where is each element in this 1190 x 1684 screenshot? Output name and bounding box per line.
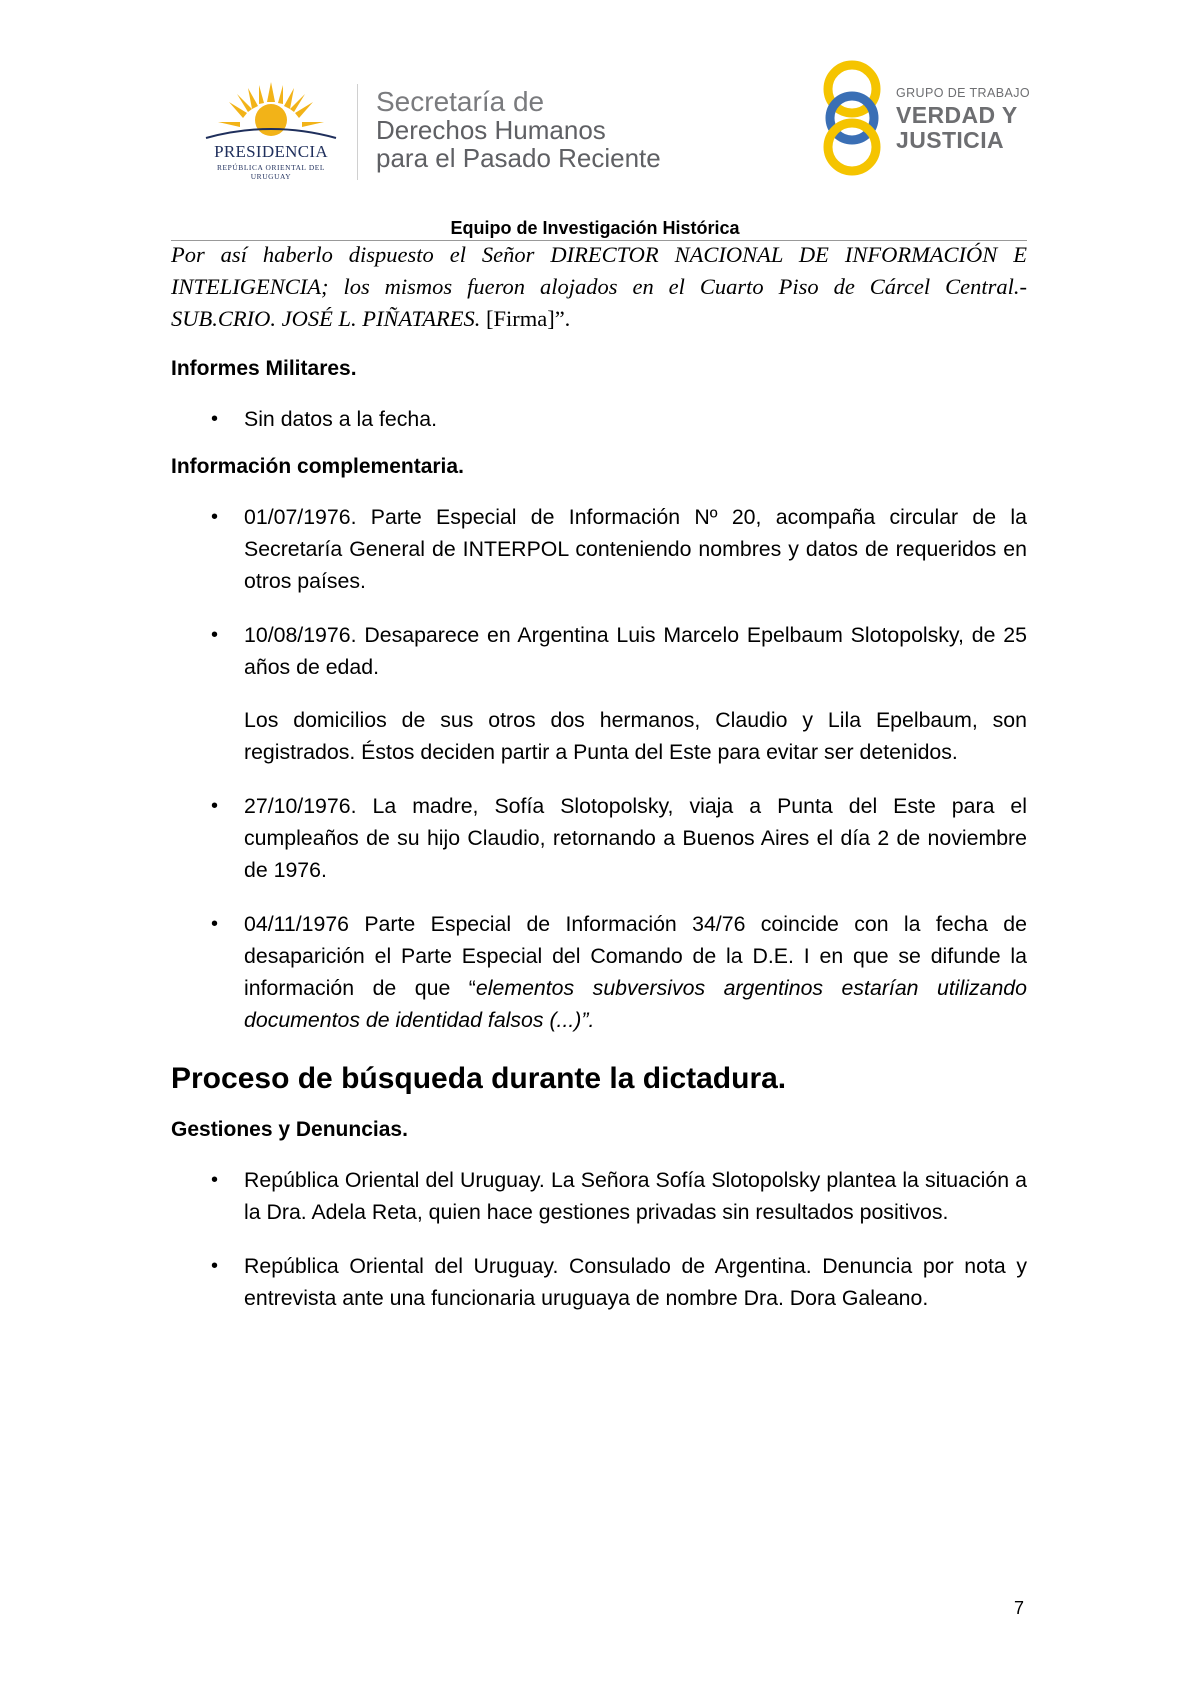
logo-divider — [357, 84, 358, 180]
quote-paragraph — [171, 239, 1027, 335]
list-item-text: República Oriental del Uruguay. La Señora Sofía Slotopolsky plantea la situación a la Dra. Adela Reta, quien hace gestiones privadas sin resultados positivos. — [244, 1168, 1027, 1224]
list-item-text: 04/11/1976 Parte Especial de Información 34/76 coincide con la fecha de desaparición el Parte Especial del Comando de la D.E. I en que se difunde la información de que “ — [244, 912, 1027, 1000]
rings-icon — [820, 56, 892, 180]
informes-heading: Informes Militares. — [171, 357, 357, 380]
list-item-text: República Oriental del Uruguay. Consulado de Argentina. Denuncia por nota y entrevista ante una funcionaria uruguaya de nombre Dra. Dora Galeano. — [244, 1254, 1027, 1310]
list-item-text: 27/10/1976. La madre, Sofía Slotopolsky, viaja a Punta del Este para el cumpleaños de su hijo Claudio, retornando a Buenos Aires el día 2 de noviembre de 1976. — [244, 794, 1027, 882]
list-item — [171, 619, 1027, 683]
gtvj-justicia: JUSTICIA — [896, 127, 1004, 153]
list-item — [171, 403, 1027, 435]
document-body — [171, 239, 1027, 1314]
gtvj-verdad: VERDAD Y — [896, 102, 1018, 128]
page-header — [0, 0, 1190, 215]
bullet-icon: • — [211, 1255, 219, 1277]
presidencia-logo — [196, 80, 346, 180]
bullet-icon: • — [211, 624, 219, 646]
page-number: 7 — [1014, 1598, 1025, 1618]
sun-icon — [196, 80, 346, 150]
bullet-icon: • — [211, 795, 219, 817]
secretaria-logo-text — [376, 88, 661, 172]
proceso-title: Proceso de búsqueda durante la dictadura. — [171, 1062, 787, 1095]
gtvj-small-text: GRUPO DE TRABAJO — [896, 86, 1030, 100]
gestiones-list — [171, 1164, 1027, 1314]
bullet-icon: • — [211, 408, 219, 430]
list-item-text: 01/07/1976. Parte Especial de Información Nº 20, acompaña circular de la Secretaría General de INTERPOL conteniendo nombres y datos de requeridos en otros países. — [244, 505, 1027, 593]
presidencia-subtitle: REPÚBLICA ORIENTAL DEL URUGUAY — [217, 163, 325, 181]
list-item — [171, 1164, 1027, 1228]
list-item-italic-text: elementos subversivos argentinos estarían utilizando documentos de identidad falsos (...)”. — [244, 976, 1027, 1032]
complementaria-list — [171, 501, 1027, 683]
presidencia-label: PRESIDENCIA — [214, 142, 328, 161]
secretaria-line-2: Derechos Humanos — [376, 115, 606, 145]
quote-italic: Por así haberlo dispuesto el Señor DIRECTOR NACIONAL DE INFORMACIÓN E INTELIGENCIA; los mismos fueron alojados en el Cuarto Piso de Cárcel Central.- SUB.CRIO. JOSÉ L. PIÑATARES. — [171, 242, 1027, 331]
quote-tail: [Firma]”. — [480, 306, 571, 331]
list-item — [171, 501, 1027, 597]
list-item-continuation: Los domicilios de sus otros dos hermanos, Claudio y Lila Epelbaum, son registrados. Éstos deciden partir a Punta del Este para evitar ser detenidos. — [244, 708, 1027, 764]
secretaria-line-1: Secretaría de — [376, 86, 545, 117]
bullet-icon: • — [211, 1169, 219, 1191]
secretaria-line-3: para el Pasado Reciente — [376, 143, 661, 173]
bullet-icon: • — [211, 506, 219, 528]
verdad-justicia-logo — [820, 56, 1030, 180]
complementaria-list-cont — [171, 790, 1027, 1036]
team-title: Equipo de Investigación Histórica — [450, 218, 740, 238]
list-item — [171, 908, 1027, 1036]
list-item-text: Sin datos a la fecha. — [244, 407, 437, 431]
list-item-text: 10/08/1976. Desaparece en Argentina Luis Marcelo Epelbaum Slotopolsky, de 25 años de edad. — [244, 623, 1027, 679]
list-item — [171, 1250, 1027, 1314]
list-item — [171, 790, 1027, 886]
bullet-icon: • — [211, 913, 219, 935]
complementaria-heading: Información complementaria. — [171, 455, 464, 478]
informes-list — [171, 403, 1027, 435]
gestiones-heading: Gestiones y Denuncias. — [171, 1118, 408, 1141]
